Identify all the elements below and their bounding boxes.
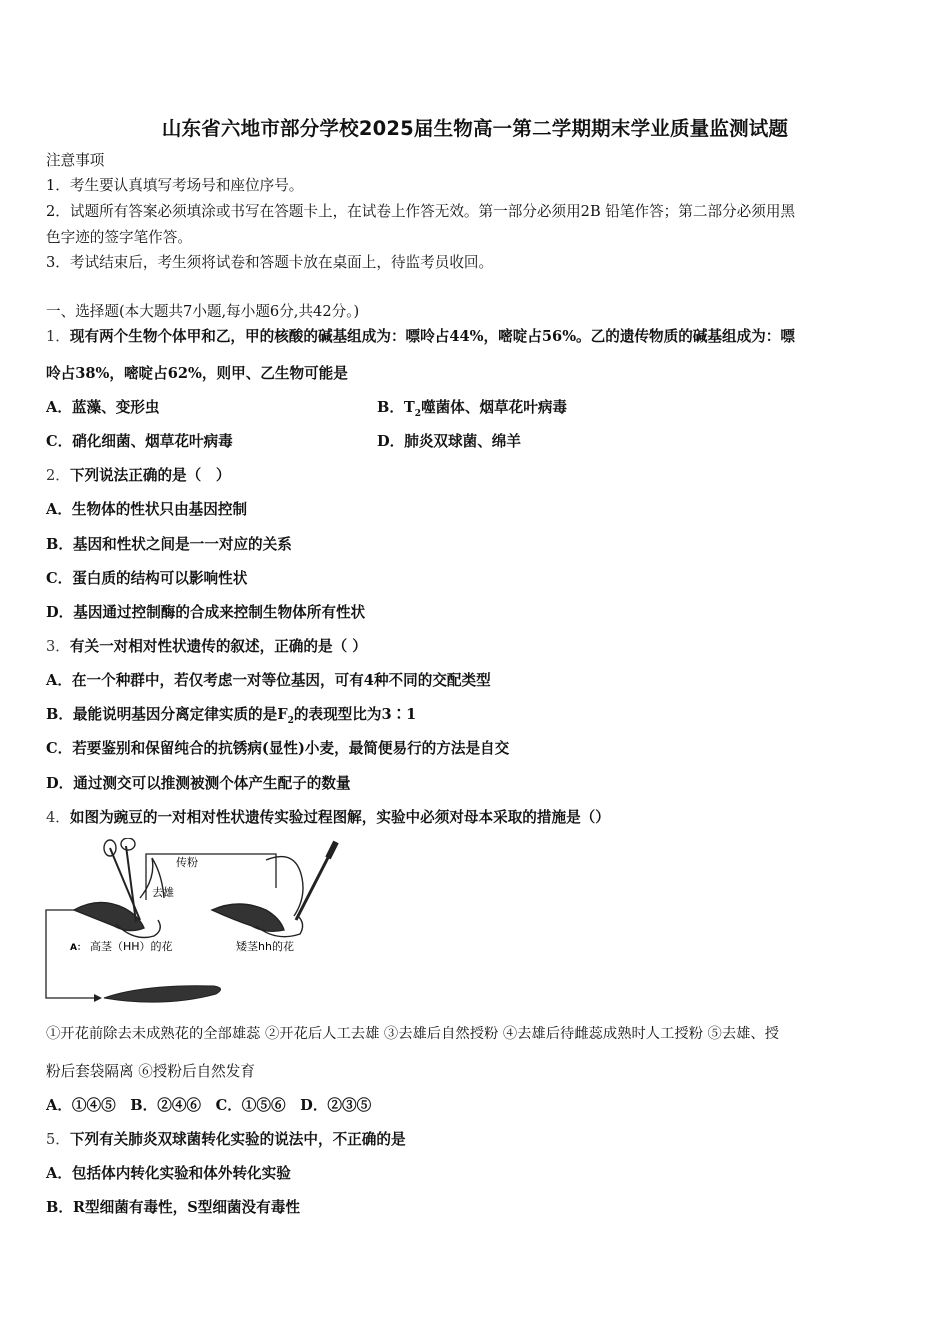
label-emasculate: 去雄 — [152, 886, 174, 899]
question-number: 2． — [46, 467, 70, 484]
question-number: 3． — [46, 638, 70, 655]
option-c: C．若要鉴别和保留纯合的抗锈病(显性)小麦，最简便易行的方法是自交 — [46, 740, 510, 757]
notice-item: 色字迹的签字笔作答。 — [46, 229, 192, 246]
question-text: 有关一对相对性状遗传的叙述，正确的是（ ） — [69, 638, 367, 655]
option-d: D．通过测交可以推测被测个体产生配子的数量 — [46, 775, 351, 792]
measures-line-2: 粉后套袋隔离 ⑥授粉后自然发育 — [46, 1063, 255, 1080]
option-a: A．包括体内转化实验和体外转化实验 — [46, 1165, 291, 1182]
label-a: A： — [70, 943, 86, 953]
option-a: A．在一个种群中，若仅考虑一对等位基因，可有4种不同的交配类型 — [46, 672, 491, 689]
notice-heading: 注意事项 — [46, 152, 105, 169]
notice-item: 2．试题所有答案必须填涂或书写在答题卡上，在试卷上作答无效。第一部分必须用2B 铅笔作答；第二部分必须用黑 — [46, 203, 796, 220]
arrow-head — [94, 994, 102, 1002]
question-text: 如图为豌豆的一对相对性状遗传实验过程图解，实验中必须对母本采取的措施是（） — [69, 809, 610, 826]
option-c: C．硝化细菌、烟草花叶病毒 — [46, 433, 233, 450]
option-a: A．蓝藻、变形虫 — [46, 399, 160, 416]
question-text: 现有两个生物个体甲和乙，甲的核酸的碱基组成为：嘌呤占44%，嘧啶占56%。乙的遗传物质的碱基组成为：嘌 — [69, 328, 795, 345]
option-b — [46, 705, 416, 731]
option-d: D．基因通过控制酶的合成来控制生物体所有性状 — [46, 604, 366, 621]
option-d: D．肺炎双球菌、绵羊 — [377, 433, 522, 450]
question-4-options: A．①④⑤ B．②④⑥ C．①⑤⑥ D．②③⑤ — [46, 1097, 372, 1114]
measures-line-1: ①开花前除去未成熟花的全部雄蕊 ②开花后人工去雄 ③去雄后自然授粉 ④去雄后待雌蕊成熟时人工授粉 ⑤去雄、授 — [46, 1026, 780, 1042]
option-b-post: 噬菌体、烟草花叶病毒 — [421, 399, 568, 416]
option-a: A．生物体的性状只由基因控制 — [46, 501, 248, 518]
option-b-post: 的表现型比为3∶1 — [293, 706, 417, 723]
option-b: B．基因和性状之间是一一对应的关系 — [46, 536, 292, 553]
option-b-pre: B．T — [377, 399, 415, 416]
label-tall-flower: 高茎（HH）的花 — [90, 940, 173, 953]
notice-item: 3．考试结束后，考生须将试卷和答题卡放在桌面上，待监考员收回。 — [46, 254, 494, 271]
option-b — [377, 398, 567, 424]
question-2 — [46, 466, 230, 486]
question-1-cont: 呤占38%，嘧啶占62%，则甲、乙生物可能是 — [46, 365, 348, 382]
question-number: 5． — [46, 1131, 70, 1148]
question-number: 4． — [46, 809, 70, 826]
option-b-sub: 2 — [414, 408, 422, 419]
option-b: B．R型细菌有毒性，S型细菌没有毒性 — [46, 1199, 300, 1216]
option-c: C．蛋白质的结构可以影响性状 — [46, 570, 248, 587]
label-short-flower: 矮茎hh的花 — [236, 940, 294, 953]
pea-pod-icon — [104, 986, 221, 1002]
question-4 — [46, 808, 610, 828]
question-text: 下列有关肺炎双球菌转化实验的说法中，不正确的是 — [69, 1131, 406, 1148]
section-heading: 一、选择题(本大题共7小题,每小题6分,共42分。) — [46, 303, 360, 320]
result-arrow — [46, 910, 94, 998]
label-pollinate: 传粉 — [176, 856, 198, 869]
option-b-pre: B．最能说明基因分离定律实质的是F — [46, 706, 288, 723]
page-title: 山东省六地市部分学校2025届生物高一第二学期期末学业质量监测试题 — [161, 117, 789, 140]
option-b-sub: 2 — [287, 715, 294, 726]
question-text: 下列说法正确的是（ ） — [69, 467, 231, 484]
pea-cross-diagram — [44, 838, 344, 1006]
question-5 — [46, 1130, 406, 1150]
question-1 — [46, 327, 795, 347]
short-flower-illustration — [212, 842, 336, 937]
tall-flower-illustration — [74, 838, 164, 938]
notice-item: 1．考生要认真填写考场号和座位序号。 — [46, 177, 304, 194]
question-number: 1． — [46, 328, 70, 345]
question-3 — [46, 637, 367, 657]
